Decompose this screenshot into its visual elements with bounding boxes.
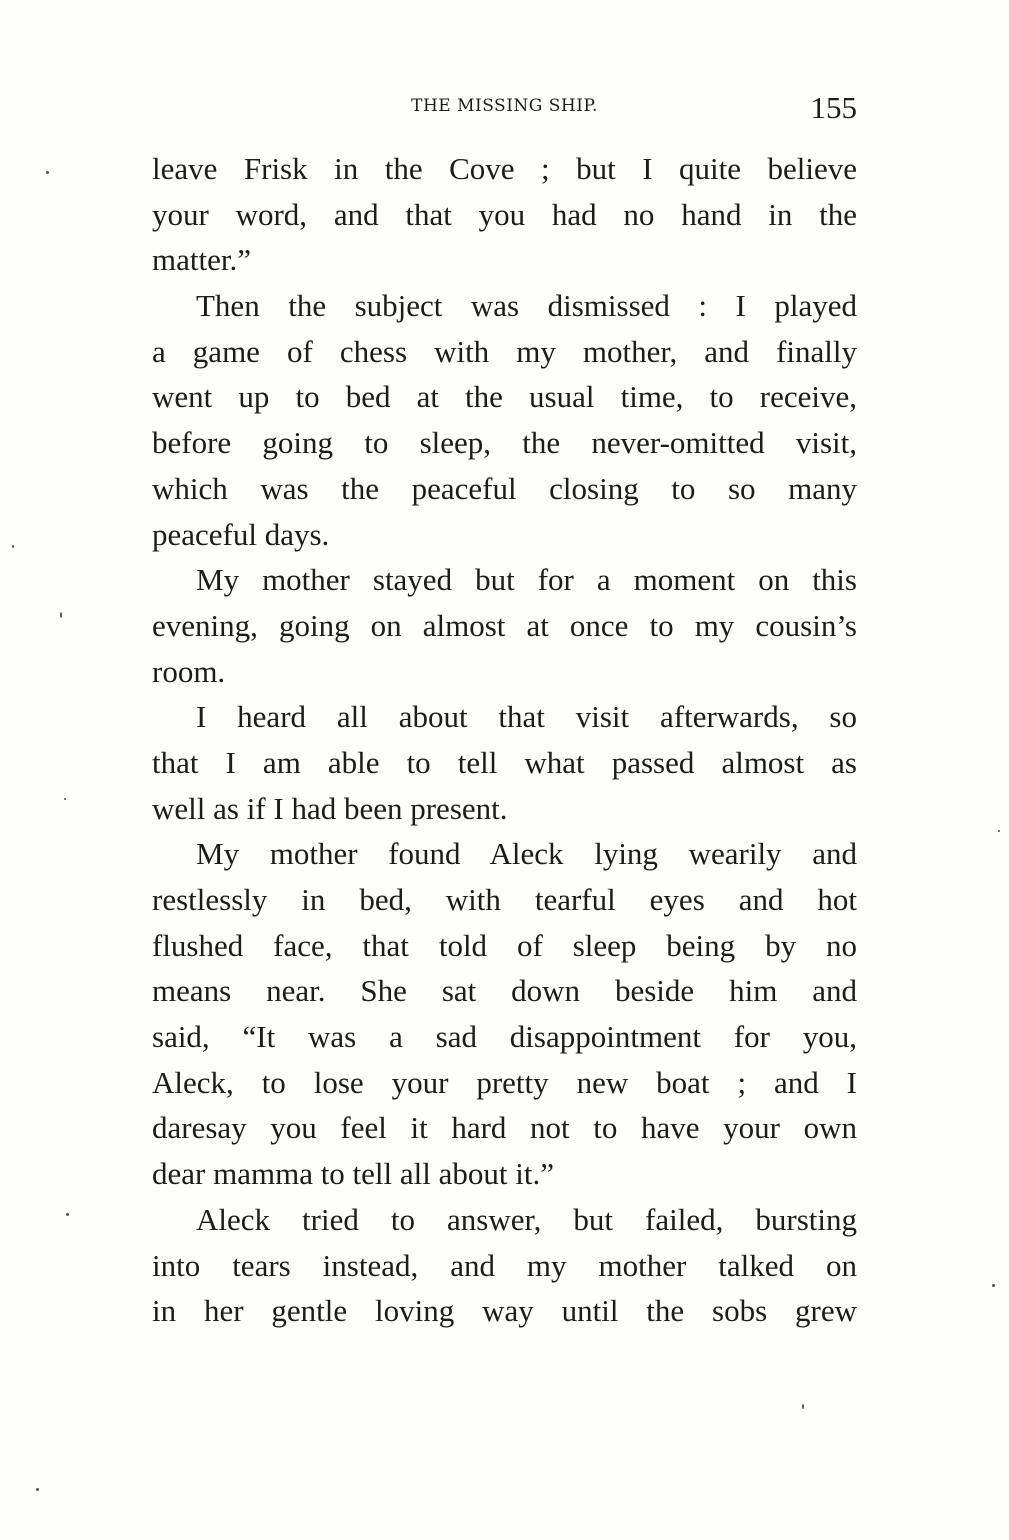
scan-speck	[46, 171, 49, 174]
text-line: well as if I had been present.	[152, 790, 508, 826]
text-line: My mother found Aleck lying wearily and	[196, 836, 857, 872]
text-line: flushed face, that told of sleep being by no	[152, 927, 857, 963]
text-line: a game of chess with my mother, and finally	[152, 333, 857, 369]
text-line: leave Frisk in the Cove ; but I quite believe	[152, 151, 857, 186]
page-number: 155	[810, 90, 857, 125]
scan-speck	[36, 1488, 39, 1491]
text-line: daresay you feel it hard not to have your own	[152, 1110, 857, 1146]
scan-speck	[998, 830, 1000, 832]
text-line: means near. She sat down beside him and	[152, 973, 857, 1009]
text-line: I heard all about that visit afterwards, so	[196, 699, 857, 735]
text-line: Aleck tried to answer, but failed, bursting	[196, 1201, 857, 1237]
text-line: in her gentle loving way until the sobs grew	[152, 1293, 857, 1329]
text-line: before going to sleep, the never-omitted visit,	[152, 425, 857, 461]
scan-speck	[12, 545, 14, 548]
scan-speck	[992, 1284, 995, 1287]
scan-speck	[66, 1213, 69, 1216]
text-line: that I am able to tell what passed almost as	[152, 744, 857, 780]
text-line: evening, going on almost at once to my cousin’s	[152, 607, 857, 643]
text-line: dear mamma to tell all about it.”	[152, 1156, 555, 1192]
text-line: your word, and that you had no hand in the	[152, 196, 857, 232]
page-header	[152, 90, 857, 130]
body-text	[152, 146, 857, 1334]
running-title: THE MISSING SHIP.	[411, 96, 598, 116]
text-line: room.	[152, 653, 226, 689]
scan-speck	[802, 1404, 804, 1409]
text-line: Then the subject was dismissed : I played	[196, 288, 857, 324]
scan-speck	[64, 798, 66, 800]
scan-speck	[60, 612, 62, 618]
text-line: which was the peaceful closing to so many	[152, 470, 857, 506]
text-line: went up to bed at the usual time, to receive,	[152, 379, 857, 415]
text-line: My mother stayed but for a moment on this	[196, 562, 857, 598]
text-line: restlessly in bed, with tearful eyes and hot	[152, 882, 857, 917]
text-line: into tears instead, and my mother talked on	[152, 1247, 857, 1283]
text-line: matter.”	[152, 242, 251, 278]
text-line: peaceful days.	[152, 516, 330, 552]
text-line: Aleck, to lose your pretty new boat ; and I	[152, 1064, 857, 1100]
text-line: said, “It was a sad disappointment for you,	[152, 1019, 857, 1055]
